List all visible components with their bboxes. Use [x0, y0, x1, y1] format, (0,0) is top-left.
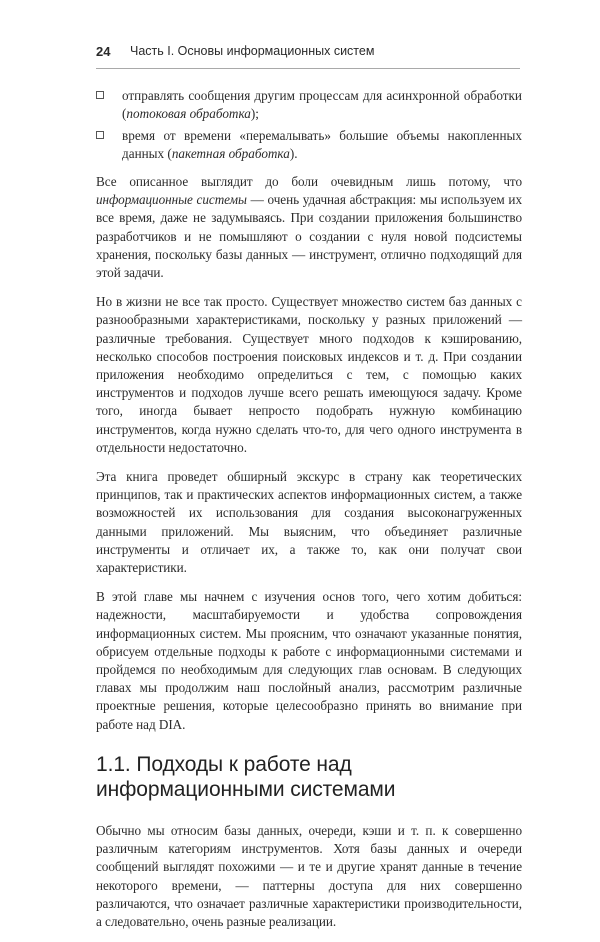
- paragraph-text: Все описанное выглядит до боли очевидным лишь потому, что: [96, 174, 522, 189]
- page-content: [96, 87, 522, 942]
- paragraph: Обычно мы относим базы данных, очереди, кэши и т. п. к совершенно различным категориям инструментов. Хотя базы данных и очереди сообщений выглядят похожими — и те и другие хранят данные в течение некоторого времени, — паттерны доступа для них совершенно различаются, что означает различные характеристики производительности, а следовательно, очень разные реализации.: [96, 822, 522, 929]
- paragraph: Эта книга проведет обширный экскурс в страну как теоретических принципов, так и практических аспектов информационных систем, а также возможностей их использования для создания высоконагруженных данными приложений. Мы выясним, что объединяет различные инструменты и отличает их, а также то, как они получат свои характеристики.: [96, 469, 522, 576]
- section-title: 1.1. Подходы к работе над информационными системами: [96, 752, 396, 801]
- bullet-text: отправлять сообщения другим процессам для асинхронной обработки (: [122, 88, 522, 121]
- bullet-emphasis: потоковая обработка: [126, 106, 251, 121]
- paragraph: В этой главе мы начнем с изучения основ того, чего хотим добиться: надежности, масштабируемости и удобства сопровождения информационных систем. Мы проясним, что означают указанные понятия, обрисуем отдельные подходы к работе с информационными системами и пройдемся по необходимым для следующих глав основам. В следующих главах мы продолжим наш послойный анализ, рассмотрим различные проектные решения, которые целесообразно принять во внимание при работе над DIA.: [96, 589, 522, 732]
- page-header: [96, 36, 520, 69]
- paragraph: [96, 173, 522, 282]
- running-title: Часть I. Основы информационных систем: [130, 44, 375, 58]
- bullet-text-end: ).: [289, 146, 298, 161]
- square-bullet-icon: [96, 131, 104, 139]
- bullet-text: время от времени «перемалывать» большие объемы накопленных данных (: [122, 128, 522, 161]
- bullet-list: [96, 87, 522, 163]
- bullet-emphasis: пакетная обработка: [171, 146, 290, 161]
- list-item: [96, 127, 522, 163]
- bullet-text-end: );: [250, 106, 259, 121]
- list-item: [96, 87, 522, 123]
- paragraph-text-end: — очень удачная абстракция: мы используем их все время, даже не задумываясь. При создании приложения большинство разработчиков и не помышляют о создании с нуля новой подсистемы хранения, поскольку базы данных — инструмент, отлично подходящий для этой задачи.: [96, 192, 522, 281]
- page-number: 24: [96, 44, 111, 59]
- square-bullet-icon: [96, 91, 104, 99]
- paragraph: Но в жизни не все так просто. Существует множество систем баз данных с разнообразными характеристиками, поскольку у разных приложений — различные требования. Существует много подходов к кэшированию, несколько способов построения поисковых индексов и т. д. При создании приложения необходимо определиться с тем, с помощью каких инструментов и подходов лучше всего решать имеющуюся задачу. Кроме того, иногда бывает непросто подобрать нужную комбинацию инструментов, когда нужно сделать что-то, для чего одного инструмента в отдельности недостаточно.: [96, 294, 522, 455]
- paragraph-emphasis: информационные системы: [96, 192, 247, 208]
